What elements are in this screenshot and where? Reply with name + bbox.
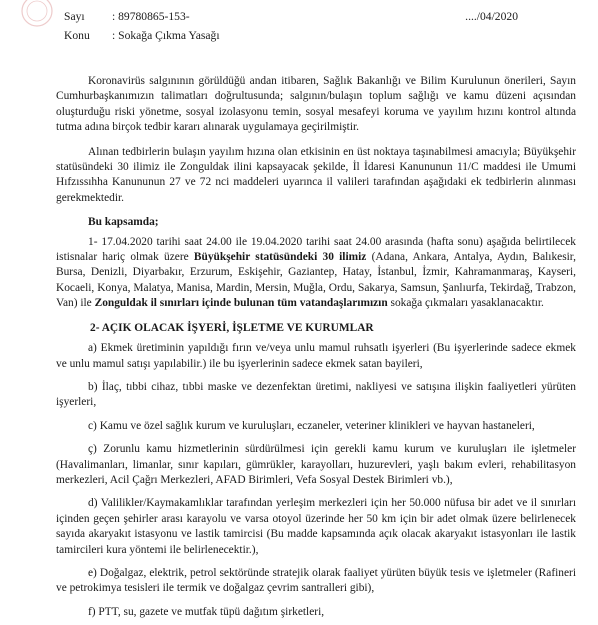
list-item-e: e) Doğalgaz, elektrik, petrol sektöründe stratejik olarak faaliyet yürüten büyük tesis ve işletmeler (Rafineri ve petrokimya tesisleri ile termik ve doğalgaz çevrim santralleri gibi), <box>56 566 576 595</box>
ministry-seal-icon <box>20 0 54 28</box>
section-2-heading-paragraph <box>56 321 576 336</box>
document-body <box>56 74 576 625</box>
list-item-cc: ç) Zorunlu kamu hizmetlerinin sürdürülmesi için gerekli kamu kurum ve kuruluşları ile işletmeler (Havalimanları, limanlar, sınır kapıları, gümrükler, karayolları, huzurevleri, yaşlı bakım evleri, rehabilitasyon merkezleri, Acil Çağrı Merkezleri, AFAD Birimleri, Vefa Sosyal Destek Birimleri vb.), <box>56 443 576 486</box>
paragraph-curfew <box>56 235 576 312</box>
list-item-b: b) İlaç, tıbbi cihaz, tıbbi maske ve dezenfektan üretimi, nakliyesi ve satışına ilişkin faaliyetleri yürüten işyerleri, <box>56 380 576 409</box>
list-item-d: d) Valilikler/Kaymakamlıklar tarafından yerleşim merkezleri için her 50.000 nüfusa bir adet ve il sınırları içinden geçen şehirler arası karayolu ve varsa otoyol üzerinde her 50 km için bir adet olmak üzere belirlenecek sayıda akaryakıt istasyonu ve lastik tamircisi (Bu madde kapsamında açık olacak akaryakıt istasyonları ile lastik tamircileri kura yöntemi ile belirlenecektir.), <box>56 497 576 556</box>
subject-line <box>64 29 220 43</box>
list-item-a: a) Ekmek üretiminin yapıldığı fırın ve/veya unlu mamul ruhsatlı işyerleri (Bu işyerlerinde sadece ekmek ve unlu mamul satışı yapılabilir.) ile bu işyerlerinin sadece ekmek satan bayileri, <box>56 342 576 370</box>
konu-label: Konu <box>64 29 90 42</box>
paragraph-intro: Koronavirüs salgınının görüldüğü andan itibaren, Sağlık Bakanlığı ve Bilim Kurulunun önerileri, Sayın Cumhurbaşkanımızın talimatları doğrultusunda; salgının/bulaşın toplum sağlığı ve kamu düzeni açısından oluşturduğu riski yönetme, sosyal izolasyonu temin, sosyal mesafeyi koruma ve yayılım hızını kontrol altında tutma adına birçok tedbir kararı alınarak uygulamaya geçirilmiştir. <box>56 75 576 134</box>
sayi-label: Sayı <box>64 10 85 23</box>
paragraph-scope-heading <box>56 215 576 230</box>
curfew-text-end: sokağa çıkmaları yasaklanacaktır. <box>387 297 544 310</box>
section-2-heading: 2- AÇIK OLACAK İŞYERİ, İŞLETME VE KURUMLAR <box>90 321 374 334</box>
document-date: ..../04/2020 <box>465 10 518 23</box>
sayi-value: : 89780865-153- <box>112 10 190 23</box>
curfew-bold-zonguldak: Zonguldak il sınırları içinde bulunan tüm vatandaşlarımızın <box>94 297 388 310</box>
paragraph-measures: Alınan tedbirlerin bulaşın yayılım hızına olan etkisinin en üst noktaya taşınabilmesi amacıyla; Büyükşehir statüsündeki 30 ilimiz ile Zonguldak ilini kapsayacak şekilde, İl İdaresi Kanununun 11/C maddesi ile Umumi Hıfzıssıhha Kanununun 27 ve 72 nci maddeleri uyarınca il valileri tarafından aşağıdaki ek tedbirlerin alınması gerekmektedir. <box>56 145 576 204</box>
list-item-c: c) Kamu ve özel sağlık kurum ve kuruluşları, eczaneler, veteriner klinikleri ve hayvan hastaneleri, <box>88 419 535 432</box>
curfew-bold-metropolitan: Büyükşehir statüsündeki 30 ilimiz <box>193 251 367 264</box>
konu-value: : Sokağa Çıkma Yasağı <box>112 29 220 42</box>
document-number-line <box>64 10 190 24</box>
list-item-f: f) PTT, su, gazete ve mutfak tüpü dağıtım şirketleri, <box>88 605 325 618</box>
curfew-text-provinces: (Adana, Ankara, Antalya, Aydın, Balıkesir, Bursa, Denizli, Diyarbakır, Erzurum, Eskişehir, Gaziantep, Hatay, İstanbul, İzmir, Kahramanmaraş, Kayseri, Kocaeli, Konya, Malatya, Manisa, Mardin, Mersin, Muğla, Ordu, Sakarya, Samsun, Şanlıurfa, Tekirdağ, Trabzon, Van) ile <box>56 251 576 310</box>
curfew-text-start: 1- 17.04.2020 tarihi saat 24.00 ile 19.04.2020 tarihi saat 24.00 arasında (hafta sonu) aşağıda belirtilecek istisnalar hariç olmak üzere <box>56 235 576 264</box>
scope-heading: Bu kapsamda; <box>88 216 159 229</box>
